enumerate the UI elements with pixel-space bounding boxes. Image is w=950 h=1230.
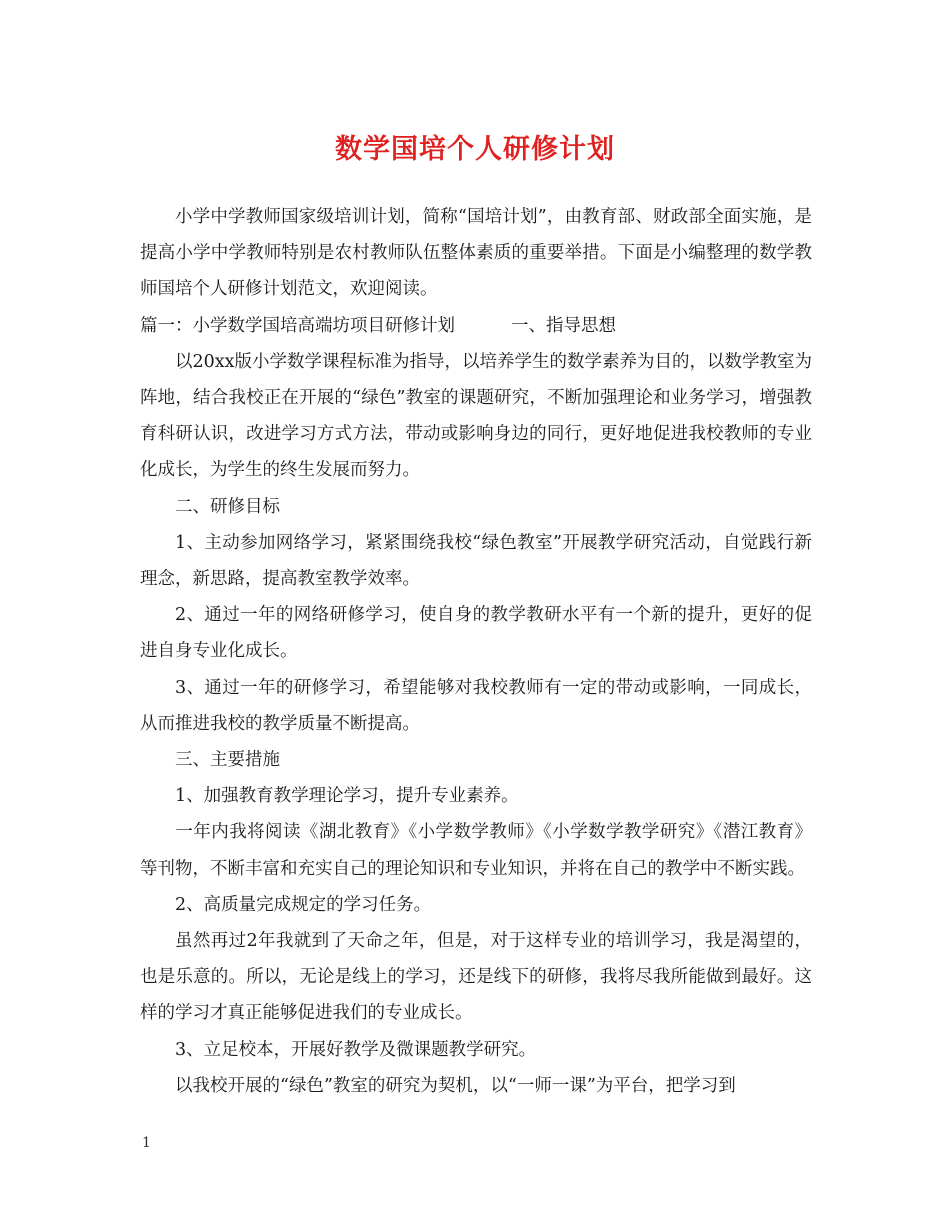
measure-item-1-detail: 一年内我将阅读《湖北教育》《小学数学教师》《小学数学教学研究》《潜江教育》等刊物，不断丰富和充实自己的理论知识和专业知识，并将在自己的教学中不断实践。 <box>140 822 812 879</box>
document-body <box>140 199 812 1104</box>
measure-item-3-detail: 以我校开展的“绿色”教室的研究为契机，以“一师一课”为平台，把学习到 <box>175 1075 736 1096</box>
measure-item-2-detail: 虽然再过2年我就到了天命之年，但是，对于这样专业的培训学习，我是渴望的，也是乐意的。所以，无论是线上的学习，还是线下的研修，我将尽我所能做到最好。这样的学习才真正能够促进我们的专业成长。 <box>140 931 812 1024</box>
guiding-thought-paragraph: 以20xx版小学数学课程标准为指导，以培养学生的数学素养为目的，以数学教室为阵地，结合我校正在开展的“绿色”教室的课题研究，不断加强理论和业务学习，增强教育科研认识，改进学习方式方法，带动或影响身边的同行，更好地促进我校教师的专业化成长，为学生的终生发展而努力。 <box>140 351 813 481</box>
section-heading-guiding-thought: 一、指导思想 <box>511 315 616 336</box>
section-heading-measures: 三、主要措施 <box>175 750 280 771</box>
goal-item-2: 2、通过一年的网络研修学习，使自身的教学教研水平有一个新的提升，更好的促进自身专业化成长。 <box>140 605 812 662</box>
section-heading-goals: 二、研修目标 <box>175 496 280 517</box>
page-number: 1 <box>142 1135 151 1151</box>
measure-item-1: 1、加强教育教学理论学习，提升专业素养。 <box>175 786 519 807</box>
part-one-heading-line <box>140 308 812 344</box>
goal-item-1: 1、主动参加网络学习，紧紧围绕我校“绿色教室”开展教学研究活动，自觉践行新理念，新思路，提高教室教学效率。 <box>140 532 812 590</box>
intro-paragraph: 小学中学教师国家级培训计划，简称“国培计划”，由教育部、财政部全面实施，是提高小学中学教师特别是农村教师队伍整体素质的重要举措。下面是小编整理的数学教师国培个人研修计划范文，欢迎阅读。 <box>140 207 812 300</box>
measure-item-3: 3、立足校本，开展好教学及微课题教学研究。 <box>175 1039 537 1060</box>
part-one-heading: 篇一：小学数学国培高端坊项目研修计划 <box>140 315 455 336</box>
measure-item-2: 2、高质量完成规定的学习任务。 <box>175 894 432 915</box>
document-title: 数学国培个人研修计划 <box>335 134 615 165</box>
goal-item-3: 3、通过一年的研修学习，希望能够对我校教师有一定的带动或影响，一同成长，从而推进我校的教学质量不断提高。 <box>140 677 812 734</box>
